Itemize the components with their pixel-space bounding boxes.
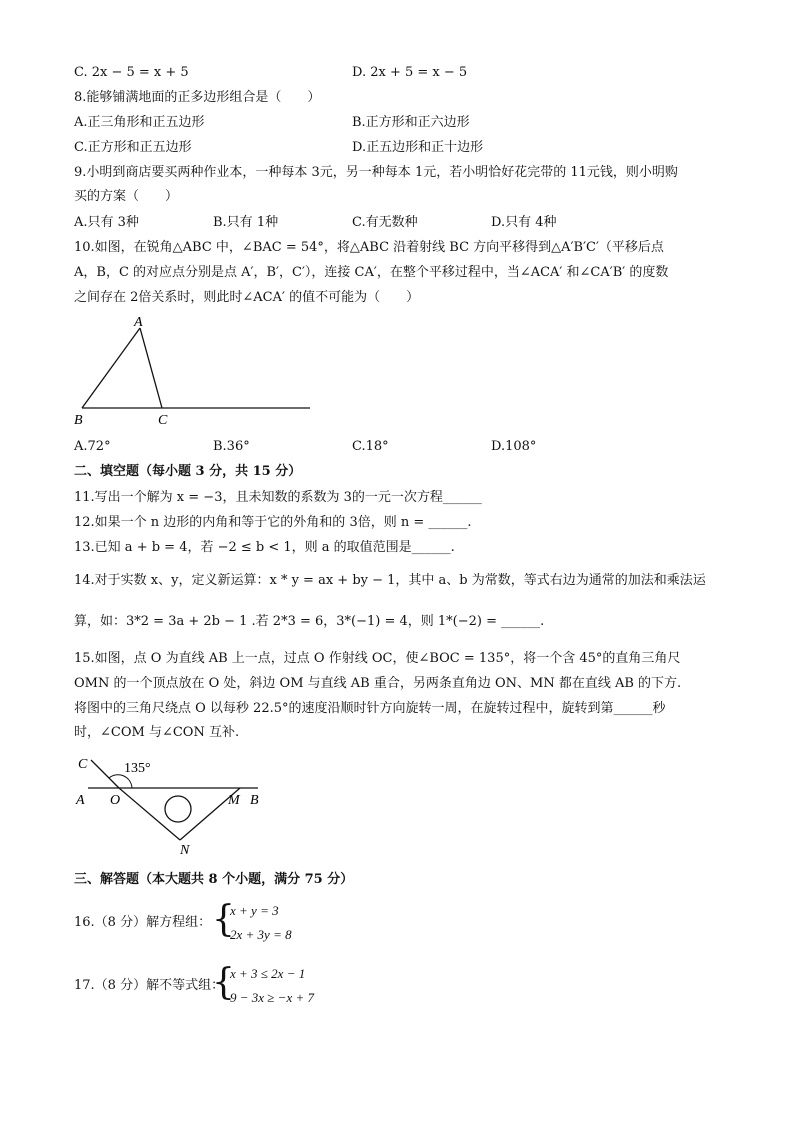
q15-line4: 时，∠COM 与∠CON 互补. <box>74 725 240 740</box>
q7-option-c: C. 2x − 5 = x + 5 <box>74 65 189 80</box>
q15-line3: 将图中的三角尺绕点 O 以每秒 22.5°的速度沿顺时针方向旋转一周，在旋转过程中，旋转到第______秒 <box>74 701 666 716</box>
q16-equation-2: 2x + 3y = 8 <box>230 927 292 942</box>
q10-label-a: A <box>134 315 143 330</box>
q15-side-on <box>119 788 180 840</box>
q15-set-square-figure <box>70 750 270 860</box>
q15-label-b: B <box>250 793 259 808</box>
section-3-title: 三、解答题（本大题共 8 个小题，满分 75 分） <box>74 872 354 887</box>
q15-label-n: N <box>180 843 190 858</box>
q8-option-c: C.正方形和正五边形 <box>74 140 192 155</box>
q15-ray-oc <box>91 760 119 788</box>
q16-equation-1: x + y = 3 <box>230 903 279 918</box>
q15-line2: OMN 的一个顶点放在 O 处，斜边 OM 与直线 AB 重合，另两条直角边 ON、MN 都在直线 AB 的下方. <box>74 676 682 691</box>
q10-side-ac <box>140 328 162 408</box>
q10-stem-line2: A，B，C 的对应点分别是点 A′，B′，C′），连接 CA′，在整个平移过程中，当∠ACA′ 和∠CA′B′ 的度数 <box>74 265 669 280</box>
q10-stem-line3: 之间存在 2倍关系时，则此时∠ACA′ 的值不可能为（ ） <box>74 290 420 305</box>
q10-side-ab <box>82 328 140 408</box>
q9-option-c: C.有无数种 <box>352 215 418 230</box>
q15-label-a: A <box>76 793 85 808</box>
q15-label-m: M <box>228 793 240 808</box>
q7-option-d: D. 2x + 5 = x − 5 <box>352 65 468 80</box>
q10-stem-line1: 10.如图，在锐角△ABC 中，∠BAC = 54°，将△ABC 沿着射线 BC 方向平移得到△A′B′C′（平移后点 <box>74 240 664 255</box>
q14-line2: 算，如：3*2 = 3a + 2b − 1 .若 2*3 = 6，3*(−1) = 4，则 1*(−2) = ______. <box>74 614 545 629</box>
q10-label-c: C <box>158 413 168 428</box>
section-2-title: 二、填空题（每小题 3 分，共 15 分） <box>74 464 302 479</box>
q9-stem-line2: 买的方案（ ） <box>74 189 179 204</box>
q8-option-a: A.正三角形和正五边形 <box>74 115 205 130</box>
q8-option-d: D.正五边形和正十边形 <box>352 140 484 155</box>
q15-set-square-hole <box>165 796 191 822</box>
q17-inequality-1: x + 3 ≤ 2x − 1 <box>230 966 306 981</box>
q10-option-b: B.36° <box>213 439 250 454</box>
q12-text: 12.如果一个 n 边形的内角和等于它的外角和的 3倍，则 n = ______. <box>74 515 472 530</box>
q15-line1: 15.如图，点 O 为直线 AB 上一点，过点 O 作射线 OC，使∠BOC = 135°，将一个含 45°的直角三角尺 <box>74 651 681 666</box>
q11-text: 11.写出一个解为 x = −3，且未知数的系数为 3的一元一次方程______ <box>74 490 482 505</box>
q17-label: 17.（8 分）解不等式组： <box>74 978 225 993</box>
q10-label-b: B <box>74 413 83 428</box>
q9-option-b: B.只有 1种 <box>213 215 279 230</box>
q8-stem: 8.能够铺满地面的正多边形组合是（ ） <box>74 90 321 105</box>
q17-inequality-2: 9 − 3x ≥ −x + 7 <box>230 990 314 1005</box>
q15-label-o: O <box>110 793 121 808</box>
q9-stem-line1: 9.小明到商店要买两种作业本，一种每本 3元，另一种每本 1元，若小明恰好花完带的 11元钱，则小明购 <box>74 165 678 180</box>
q14-line1: 14.对于实数 x、y，定义新运算：x * y = ax + by − 1，其中 a、b 为常数，等式右边为通常的加法和乘法运 <box>74 573 706 588</box>
q16-brace: { <box>212 899 235 940</box>
q15-label-135: 135° <box>124 761 151 776</box>
q9-option-d: D.只有 4种 <box>491 215 557 230</box>
q9-option-a: A.只有 3种 <box>74 215 139 230</box>
q17-brace: { <box>212 962 235 1003</box>
q15-label-c: C <box>78 757 88 772</box>
q10-option-d: D.108° <box>491 439 537 454</box>
q13-text: 13.已知 a + b = 4，若 −2 ≤ b < 1，则 a 的取值范围是______. <box>74 540 455 555</box>
q10-triangle-figure <box>70 312 320 430</box>
q16-label: 16.（8 分）解方程组： <box>74 915 212 930</box>
q10-option-a: A.72° <box>74 439 111 454</box>
q10-option-c: C.18° <box>352 439 389 454</box>
q8-option-b: B.正方形和正六边形 <box>352 115 470 130</box>
